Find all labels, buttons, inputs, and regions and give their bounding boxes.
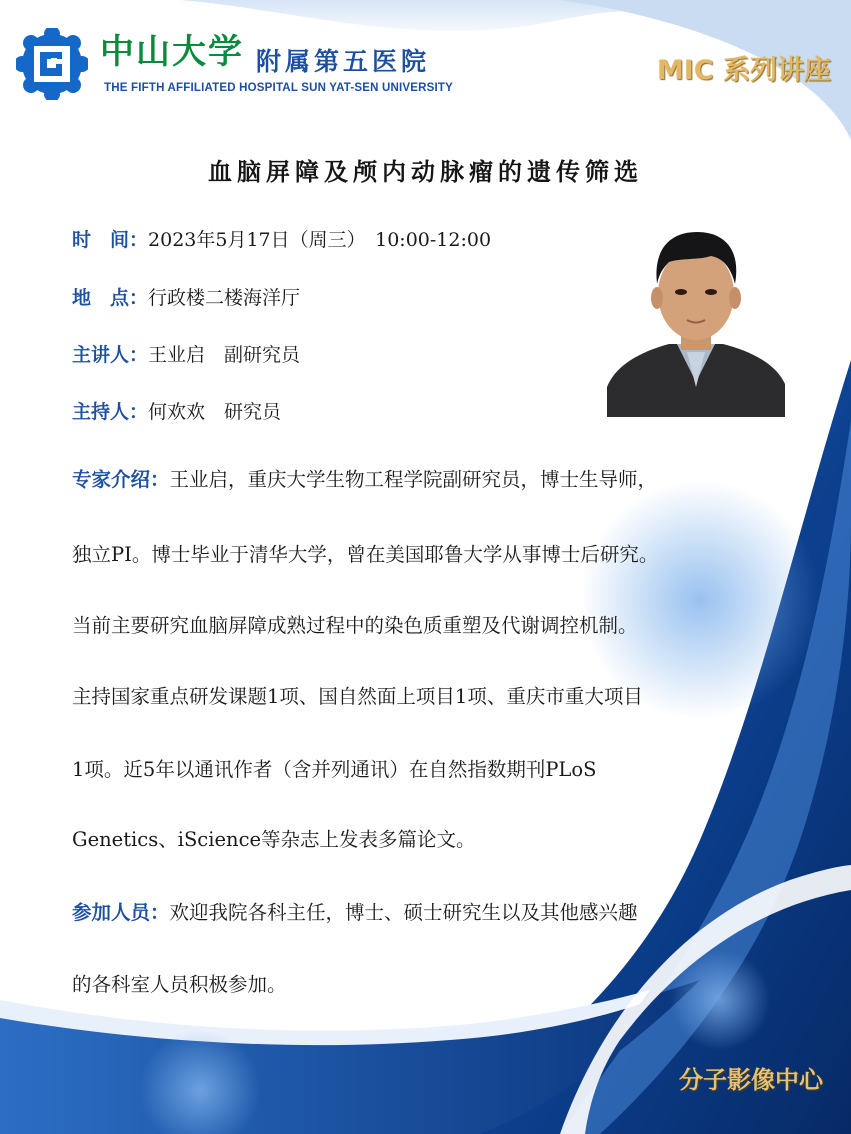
place-label: 地 点： [72, 287, 149, 309]
bio-line-1 [72, 465, 792, 495]
bio-label: 专家介绍： [72, 468, 170, 491]
bio-line-3: 当前主要研究血脑屏障成熟过程中的染色质重塑及代谢调控机制。 [72, 614, 638, 637]
info-row-speaker [72, 340, 300, 370]
speaker-photo [607, 212, 785, 417]
bio-text-line: 王业启，重庆大学生物工程学院副研究员，博士生导师， [169, 468, 658, 491]
hospital-emblem-icon [16, 28, 88, 100]
attendees-line-2: 的各科室人员积极参加。 [72, 973, 287, 996]
hospital-name-cn-sub: 附属第五医院 [256, 47, 431, 76]
info-row-time [72, 225, 491, 255]
host-label: 主持人： [72, 401, 149, 423]
speaker-label: 主讲人： [72, 344, 149, 366]
footer-label: 分子影像中心 [679, 1066, 823, 1094]
speaker-value: 王业启 副研究员 [148, 344, 301, 366]
lecture-title: 血脑屏障及颅内动脉瘤的遗传筛选 [208, 158, 643, 186]
hospital-name-cn: 中山大学 [100, 32, 244, 72]
hospital-name-en: THE FIFTH AFFILIATED HOSPITAL SUN YAT-SEN UNIVERSITY [104, 82, 454, 94]
series-label: MIC 系列讲座 [656, 55, 831, 86]
bio-line-6: Genetics、iScience等杂志上发表多篇论文。 [72, 828, 476, 851]
place-value: 行政楼二楼海洋厅 [148, 287, 301, 309]
time-label: 时 间： [72, 229, 149, 251]
info-row-host [72, 397, 281, 427]
attendees-line-1 [72, 898, 792, 928]
host-value: 何欢欢 研究员 [148, 401, 282, 423]
bio-line-2: 独立PI。博士毕业于清华大学，曾在美国耶鲁大学从事博士后研究。 [72, 543, 659, 566]
time-value: 2023年5月17日（周三） 10:00-12:00 [148, 229, 492, 251]
bio-line-4: 主持国家重点研发课题1项、国自然面上项目1项、重庆市重大项目 [72, 685, 643, 708]
attendees-label: 参加人员： [72, 901, 170, 924]
info-row-place [72, 283, 300, 313]
attendees-text-line: 欢迎我院各科主任，博士、硕士研究生以及其他感兴趣 [169, 901, 638, 924]
bio-line-5: 1项。近5年以通讯作者（含并列通讯）在自然指数期刊PLoS [72, 758, 597, 781]
